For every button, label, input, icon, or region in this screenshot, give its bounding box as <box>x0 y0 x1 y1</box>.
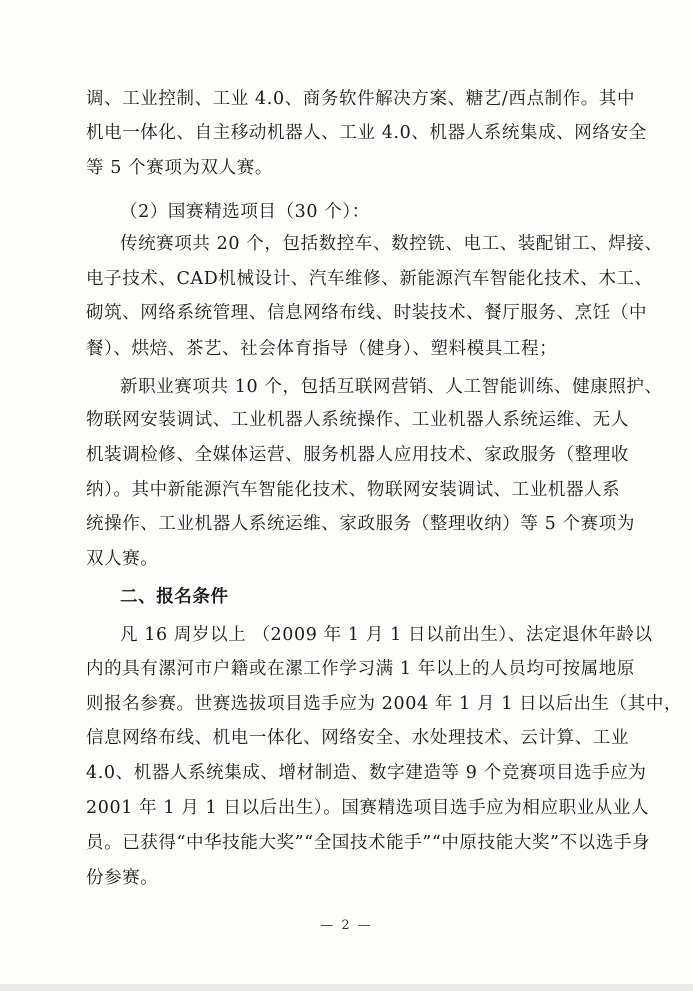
text-line: 份参赛。 <box>86 868 159 888</box>
text-line: 信息网络布线、机电一体化、网络安全、水处理技术、云计算、工业 <box>86 728 629 748</box>
paragraph-line: 新职业赛项共 10 个，包括互联网营销、人工智能训练、健康照护、 <box>120 377 663 397</box>
text-line: 电子技术、CAD机械设计、汽车维修、新能源汽车智能化技术、木工、 <box>86 269 653 289</box>
text-line: 内的具有漯河市户籍或在漯工作学习满 1 年以上的人员均可按属地原 <box>86 659 635 679</box>
paragraph-line: 传统赛项共 20 个，包括数控车、数控铣、电工、装配钳工、焊接、 <box>120 234 663 254</box>
text-line: 机装调检修、全媒体运营、服务机器人应用技术、家政服务（整理收 <box>86 445 629 465</box>
text-line: 调、工业控制、工业 4.0、商务软件解决方案、糖艺/西点制作。其中 <box>86 89 636 109</box>
text-line: 砌筑、网络系统管理、信息网络布线、时装技术、餐厅服务、烹饪（中 <box>86 303 648 323</box>
text-line: 餐）、烘焙、茶艺、社会体育指导（健身）、塑料模具工程； <box>86 339 558 359</box>
text-line: 机电一体化、自主移动机器人、工业 4.0、机器人系统集成、网络安全 <box>86 123 647 143</box>
text-line: 员。已获得“中华技能大奖”“全国技术能手”“中原技能大奖”不以选手身 <box>86 833 651 853</box>
text-line: 4.0、机器人系统集成、增材制造、数字建造等 9 个竞赛项目选手应为 <box>86 763 647 783</box>
text-line: 则报名参赛。世赛选拔项目选手应为 2004 年 1 月 1 日以后出生（其中， <box>86 694 683 714</box>
text-line: 等 5 个赛项为双人赛。 <box>86 158 273 178</box>
paragraph-line: 凡 16 周岁以上 （2009 年 1 月 1 日以前出生）、法定退休年龄以 <box>120 625 653 645</box>
text-line: 统操作、工业机器人系统运维、家政服务（整理收纳）等 5 个赛项为 <box>86 514 635 534</box>
page-number: — 2 — <box>320 918 373 933</box>
text-line: 纳）。其中新能源汽车智能化技术、物联网安装调试、工业机器人系 <box>86 480 621 500</box>
text-line: 双人赛。 <box>86 549 159 569</box>
text-line: 2001 年 1 月 1 日以后出生）。国赛精选项目选手应为相应职业从业人 <box>86 798 650 818</box>
scan-edge <box>0 984 693 991</box>
section-heading: 二、报名条件 <box>120 587 229 607</box>
section-subheading: （2）国赛精选项目（30 个）： <box>120 202 370 222</box>
text-line: 物联网安装调试、工业机器人系统操作、工业机器人系统运维、无人 <box>86 410 629 430</box>
